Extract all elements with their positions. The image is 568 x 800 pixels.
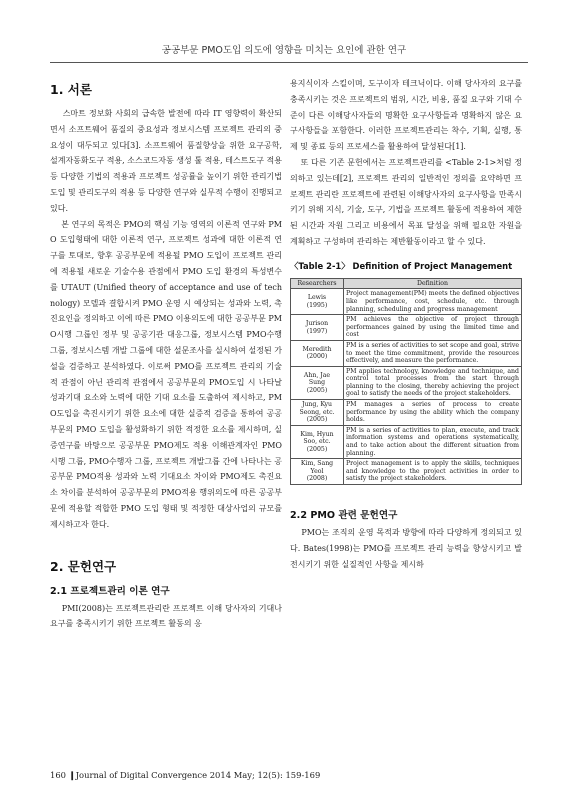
- researcher-cell: Jurison (1997): [291, 315, 344, 341]
- section-2-1-paragraph: [50, 601, 282, 633]
- definition-cell: Project management(PM) meets the defined objectives like performance, cost, schedule, etc. through planning, scheduling and progress management: [344, 289, 522, 315]
- researcher-cell: Meredith (2000): [291, 340, 344, 366]
- intro-paragraph-2: [50, 217, 282, 533]
- table-row: [291, 459, 522, 485]
- definition-cell: PM manages a series of process to create performance by using the ability which the company holds.: [344, 400, 522, 426]
- table-row: [291, 289, 522, 315]
- intro-paragraph-1-text: 스마트 정보화 사회의 급속한 발전에 따라 IT 영향력이 확산되면서 소프트웨어 품질의 중요성과 정보시스템 프로젝트 관리의 중요성이 대두되고 있다[3]. 소프트웨어 품질향상을 위한 요구공학, 설계자동화도구 적용, 소스코드자동 생성 툴 적용, 테스트도구 적용 등 다양한 기법의 적용과 프로젝트 성공률을 높이기 위한 관리기법 도입 및 관리도구의 적용 등 다양한 연구와 실무적 수행이 진행되고 있다.: [50, 109, 283, 213]
- section-2-title: 2. 문헌연구: [50, 558, 117, 574]
- table-row: [291, 400, 522, 426]
- table-header-row: [291, 278, 522, 289]
- intro-paragraph-2-text: 본 연구의 목적은 PMO의 핵심 기능 영역의 이론적 연구와 PMO 도입형태에 대한 이론적 연구, 프로젝트 성과에 대한 이론적 연구를 토대로, 향후 공공부문에 적용될 PMO 도입이 프로젝트 관리에 적용될 새로운 기술수용 관점에서 PMO 도입 환경의 특성변수를 UTAUT (Unified theory of acceptance and use of technology) 모델과 결합시켜 PMO 운영 시 예상되는 성과와 노력, 촉진요인을 정의하고 이에 따른 PMO 이용의도에 대한 공공부문 PMO시행 그룹인 정부 및 공공기관 대응그룹, 정보시스템 PMO수행 그룹, 정보시스템 개발 그룹에 대한 설문조사를 실시하여 설정된 가설을 검증하고 분석하였다. 이로써 PMO를 프로젝트 관리의 기술적 관점이 아닌 관리적 관점에서 공공부문의 PMO도입 시 나타날 성과기대 요소와 노력에 대한 기대 요소를 도출하여 제시하고, PMO도입을 촉진시키기 위한 요소에 대한 실증적 검증을 통하여 공공부문의 PMO 도입을 활성화하기 위한 적정한 요소를 제시하며, 실증연구를 바탕으로 공공부문 PMO제도 적용 이해관계자인 PMO시행 그룹, PMO수행자 그룹, 프로젝트 개발그룹 간에 나타나는 공공부문 PMO적용 성과와 노력 기대요소 차이와 PMO제도 촉진요소 차이를 분석하여 공공부문의 PMO적용 행위의도에 따른 공공부문에 적용할 적합한 PMO 도입 형태 및 적정한 대상사업의 규모를 제시하고자 한다.: [50, 219, 282, 529]
- footer-separator: ❙: [68, 770, 76, 780]
- table-row: [291, 315, 522, 341]
- page-number: 160: [50, 770, 66, 780]
- section-2-1-title: 2.1 프로젝트관리 이론 연구: [50, 585, 170, 597]
- page-footer: [50, 770, 320, 780]
- header-rule: [50, 62, 528, 63]
- continued-paragraph: 용지식이자 스킬이며, 도구이자 테크닉이다. 이해 당사자의 요구를 충족시키는 것은 프로젝트의 범위, 시간, 비용, 품질 요구와 기대 수준이 다른 이해당사자들의 명확한 요구사항들과 명확하지 않은 요구사항들을 포함한다. 이러한 프로젝트관리는 착수, 기획, 실행, 통제 및 종료 등의 프로세스를 활용하여 달성된다[1].: [290, 79, 522, 152]
- journal-citation: Journal of Digital Convergence 2014 May; 12(5): 159-169: [75, 770, 321, 780]
- section-2-2-title: 2.2 PMO 관련 문헌연구: [290, 510, 398, 522]
- table-intro-paragraph: [290, 155, 522, 250]
- left-column: [50, 76, 282, 632]
- definition-cell: PM achieves the objective of project through performances gained by using the limited time and cost: [344, 315, 522, 341]
- definition-table: [290, 278, 522, 485]
- researcher-cell: Jung, Kyu Seong, etc. (2005): [291, 400, 344, 426]
- table-row: [291, 366, 522, 399]
- researcher-cell: Kim, Sang Yeol (2008): [291, 459, 344, 485]
- definition-cell: PM is a series of activities to plan, execute, and track information systems and operations systematically, and to take action about the different situation from planning.: [344, 425, 522, 458]
- definition-cell: Project management is to apply the skills, techniques and knowledge to the project activities in order to satisfy the project stakeholders.: [344, 459, 522, 485]
- researcher-cell: Ahn, Jae Sung (2005): [291, 366, 344, 399]
- definition-cell: PM is a series of activities to set scope and goal, strive to meet the time commitment, provide the resources effectively, and measure the performance.: [344, 340, 522, 366]
- section-2-2-paragraph-text: PMO는 조직의 운영 목적과 방향에 따라 다양하게 정의되고 있다. Bates(1998)는 PMO를 프로젝트 관리 능력을 향상시키고 발전시키기 위한 실질적인 사항을 제시하: [290, 528, 522, 569]
- researcher-cell: Lewis (1995): [291, 289, 344, 315]
- section-2-2-paragraph: [290, 525, 522, 572]
- table-row: [291, 425, 522, 458]
- header-researchers: Researchers: [291, 278, 344, 289]
- header-definition: Definition: [344, 278, 522, 289]
- right-column: [290, 76, 522, 572]
- table-intro-paragraph-text: 또 다른 기존 문헌에서는 프로젝트관리를 <Table 2-1>처럼 정의하고 있는데[2], 프로젝트 관리의 일반적인 정의를 요약하면 프로젝트 관리란 프로젝트에 관련된 이해당사자의 요구사항을 만족시키기 위해 지식, 기술, 도구, 기법을 프로젝트 활동에 적용하여 제한된 시간과 자원 그리고 비용에서 목표 달성을 위해 필요한 자원을 계획하고 구성하며 관리하는 제반활동이라고 할 수 있다.: [290, 157, 523, 246]
- table-caption: 〈Table 2-1〉 Definition of Project Management: [290, 260, 513, 271]
- section-2-1-paragraph-text: PMI(2008)는 프로젝트관리란 프로젝트 이해 당사자의 기대나 요구를 충족시키기 위한 프로젝트 활동의 응: [50, 603, 283, 629]
- running-head: 공공부문 PMO도입 의도에 영향을 미치는 요인에 관한 연구: [161, 45, 407, 56]
- researcher-cell: Kim, Hyun Soo, etc. (2005): [291, 425, 344, 458]
- table-row: [291, 340, 522, 366]
- intro-paragraph-1: [50, 106, 282, 217]
- section-1-title: 1. 서론: [50, 82, 92, 97]
- definition-cell: PM applies technology, knowledge and technique, and control total processes from the start through planning to the closing, thereby achieving the project goal to satisfy the needs of the project stakeholders.: [344, 366, 522, 399]
